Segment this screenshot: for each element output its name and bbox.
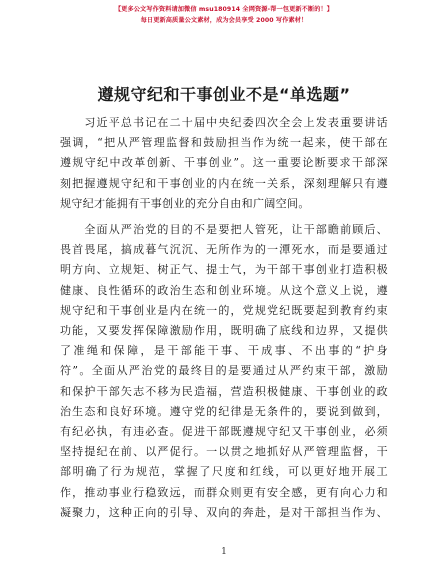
text-line: 了准绳和保障，是干部能干事、干成事、不出事的“护身 <box>60 344 388 358</box>
text-line: 习近平总书记在二十届中央纪委四次全会上发表重要讲话 <box>60 116 388 129</box>
text-line: 作，推动事业行稳致远，而群众则更有安全感，更有向心力和 <box>60 485 388 499</box>
text-line: 规守纪才能拥有干事创业的充分自由和广阔空间。 <box>60 196 310 210</box>
text-line: 和保护干部矢志不移为民造福，营造积极健康、干事创业的政 <box>60 384 388 398</box>
promo-banner <box>0 4 448 26</box>
text-line: 功能，又要发挥保障激励作用，既明确了底线和边界，又提供 <box>60 324 388 338</box>
promo-banner-line-2: 每日更新高质量公文素材，成为会员享受 2000 写作素材！ <box>140 17 308 24</box>
text-line: 坚持提纪在前、以严促行。一以贯之地抓好从严管理监督，干 <box>60 445 388 459</box>
document-body <box>60 113 388 529</box>
text-line: 部明确了行为规范，掌握了尺度和红线，可以更好地开展工 <box>60 465 388 479</box>
text-line: 遵规守纪中改革创新、干事创业”。这一重要论断要求干部深 <box>60 156 388 170</box>
page-number: 1 <box>221 547 227 557</box>
text-line: 凝聚力，这种正向的引导、双向的奔赴，是对干部担当作为、 <box>60 505 388 519</box>
text-line: 全面从严治党的目的不是要把人管死，让干部瞻前顾后、 <box>60 223 388 237</box>
paragraph <box>60 220 388 523</box>
text-line: 明方向、立规矩、树正气、提士气，为干部干事创业打造积极 <box>60 263 388 277</box>
text-line: 符”。全面从严治党的最终目的是要通过从严约束干部，激励 <box>60 364 388 378</box>
paragraph <box>60 113 388 214</box>
promo-banner-line-1: 【更多公文写作资料请加微信 msu180914 全网资源-帮一包更新不断的！】 <box>114 6 334 13</box>
text-line: 有纪必执，有违必查。促进干部既遵规守纪又干事创业，必须 <box>60 425 388 439</box>
text-line: 治生态和良好环境。遵守党的纪律是无条件的，要说到做到， <box>60 404 388 418</box>
document-title: 遵规守纪和干事创业不是“单选题” <box>97 85 351 104</box>
text-line: 健康、良性循环的政治生态和创业环境。从这个意义上说，遵 <box>60 283 388 297</box>
text-line: 畏首畏尾，搞成暮气沉沉、无所作为的一潭死水，而是要通过 <box>60 243 388 257</box>
text-line: 刻把握遵规守纪和干事创业的内在统一关系，深刻理解只有遵 <box>60 176 388 190</box>
text-line: 强调，“把从严管理监督和鼓励担当作为统一起来，使干部在 <box>60 136 388 150</box>
text-line: 规守纪和干事创业是内在统一的，党规党纪既要起到教育约束 <box>60 303 388 317</box>
